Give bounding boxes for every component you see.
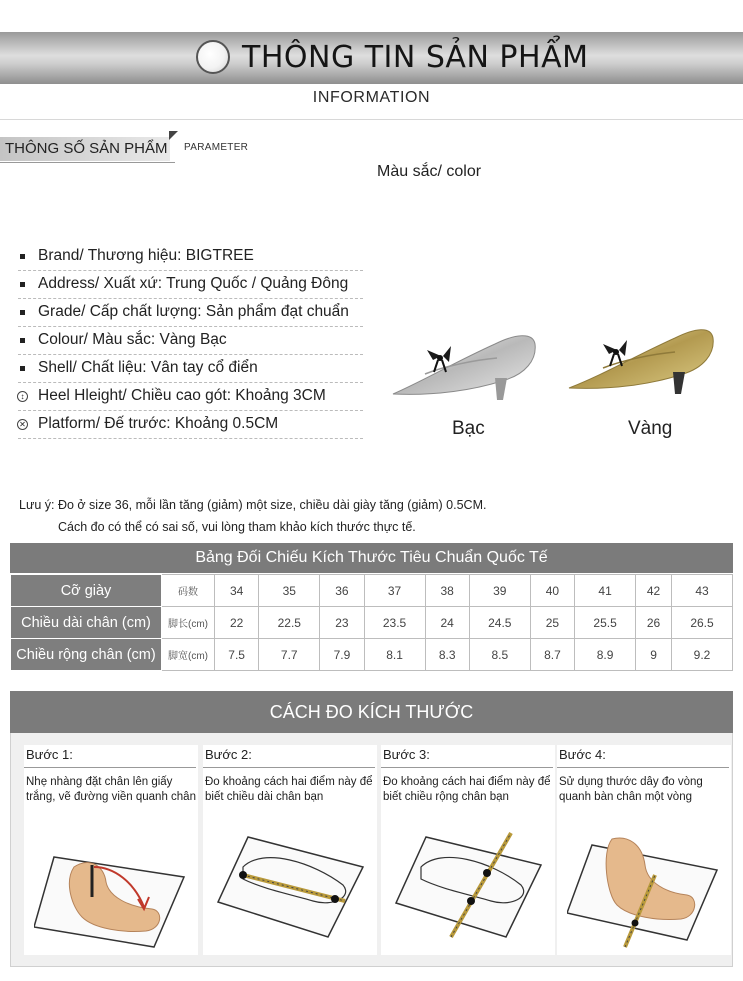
table-cell: 25 bbox=[530, 607, 574, 639]
table-cell: 36 bbox=[320, 575, 364, 607]
table-cell: 22.5 bbox=[259, 607, 320, 639]
table-cell: 22 bbox=[215, 607, 259, 639]
bullet-icon bbox=[20, 338, 25, 343]
step-divider bbox=[203, 767, 375, 768]
spec-text: Shell/ Chất liệu: Vân tay cổ điển bbox=[38, 359, 258, 376]
table-cell: 7.9 bbox=[320, 639, 364, 671]
spec-platform bbox=[18, 411, 363, 439]
table-cell: 39 bbox=[469, 575, 530, 607]
table-cell: 24.5 bbox=[469, 607, 530, 639]
size-note-2: Cách đo có thể có sai số, vui lòng tham khảo kích thước thực tế. bbox=[58, 520, 416, 534]
table-cell: 40 bbox=[530, 575, 574, 607]
step-divider bbox=[381, 767, 553, 768]
table-cell: 37 bbox=[364, 575, 425, 607]
row-header: Chiều rộng chân (cm) bbox=[11, 639, 162, 671]
tag-corner-icon bbox=[169, 131, 178, 140]
bullet-icon bbox=[20, 366, 25, 371]
table-cell: 26 bbox=[636, 607, 672, 639]
size-table bbox=[10, 574, 733, 671]
table-cell: 8.7 bbox=[530, 639, 574, 671]
table-cell: 9 bbox=[636, 639, 672, 671]
step-divider bbox=[24, 767, 196, 768]
row-header-cn: 脚宽(cm) bbox=[162, 639, 215, 671]
spec-colour bbox=[18, 327, 363, 355]
spec-text: Grade/ Cấp chất lượng: Sản phẩm đạt chuẩn bbox=[38, 303, 349, 320]
dotted-divider bbox=[18, 438, 363, 439]
shoe-name-gold: Vàng bbox=[628, 418, 673, 439]
measure-title: CÁCH ĐO KÍCH THƯỚC bbox=[10, 691, 733, 733]
table-row bbox=[11, 575, 733, 607]
spec-brand bbox=[18, 243, 363, 271]
width-measure-illustration bbox=[391, 825, 546, 952]
step-4 bbox=[557, 745, 731, 955]
spec-heel bbox=[18, 383, 363, 411]
table-row bbox=[11, 639, 733, 671]
step-description: Đo khoảng cách hai điểm này để biết chiều dài chân bạn bbox=[205, 776, 373, 803]
table-cell: 35 bbox=[259, 575, 320, 607]
table-cell: 8.3 bbox=[425, 639, 469, 671]
table-cell: 9.2 bbox=[672, 639, 733, 671]
bullet-icon bbox=[20, 310, 25, 315]
row-header: Cỡ giày bbox=[11, 575, 162, 607]
row-header: Chiều dài chân (cm) bbox=[11, 607, 162, 639]
table-cell: 7.7 bbox=[259, 639, 320, 671]
table-cell: 38 bbox=[425, 575, 469, 607]
spec-grade bbox=[18, 299, 363, 327]
row-header-cn: 脚长(cm) bbox=[162, 607, 215, 639]
page-title: THÔNG TIN SẢN PHẨM bbox=[242, 40, 589, 75]
table-cell: 8.5 bbox=[469, 639, 530, 671]
bullet-icon bbox=[20, 282, 25, 287]
step-description: Đo khoảng cách hai điểm này để biết chiều rộng chân bạn bbox=[383, 776, 551, 803]
row-header-cn: 码数 bbox=[162, 575, 215, 607]
ruler-icon: ↕ bbox=[17, 391, 28, 402]
section-subtitle: PARAMETER bbox=[184, 142, 249, 153]
step-divider bbox=[557, 767, 729, 768]
spec-text: Colour/ Màu sắc: Vàng Bạc bbox=[38, 331, 227, 348]
table-cell: 41 bbox=[575, 575, 636, 607]
divider bbox=[0, 119, 743, 120]
table-cell: 42 bbox=[636, 575, 672, 607]
spec-origin bbox=[18, 271, 363, 299]
size-note: Lưu ý: Đo ở size 36, mỗi lần tăng (giảm) một size, chiều dài giày tăng (giảm) 0.5CM. bbox=[19, 498, 487, 512]
page-subtitle: INFORMATION bbox=[312, 89, 431, 106]
step-3 bbox=[381, 745, 555, 955]
spec-material bbox=[18, 355, 363, 383]
table-cell: 25.5 bbox=[575, 607, 636, 639]
table-cell: 23 bbox=[320, 607, 364, 639]
table-cell: 43 bbox=[672, 575, 733, 607]
spec-text: Heel Hleight/ Chiều cao gót: Khoảng 3CM bbox=[38, 387, 326, 404]
shoe-name-silver: Bạc bbox=[452, 418, 485, 439]
section-underline bbox=[0, 162, 175, 163]
size-table-title: Bảng Đối Chiếu Kích Thước Tiêu Chuẩn Quốc Tế bbox=[10, 543, 733, 573]
step-description: Sử dụng thước dây đo vòng quanh bàn chân một vòng bbox=[559, 776, 703, 803]
step-description: Nhẹ nhàng đặt chân lên giấy trắng, vẽ đường viền quanh chân bbox=[26, 776, 196, 803]
step-label: Bước 3: bbox=[383, 747, 430, 762]
color-label: Màu sắc/ color bbox=[377, 163, 482, 180]
table-row bbox=[11, 607, 733, 639]
shoe-silver-image bbox=[385, 322, 545, 407]
circle-icon bbox=[196, 40, 230, 74]
spec-text: Address/ Xuất xứ: Trung Quốc / Quảng Đông bbox=[38, 275, 349, 292]
tape-measure-illustration bbox=[567, 825, 722, 952]
step-1 bbox=[24, 745, 198, 955]
table-cell: 7.5 bbox=[215, 639, 259, 671]
bullet-icon bbox=[20, 254, 25, 259]
table-cell: 26.5 bbox=[672, 607, 733, 639]
spec-text: Brand/ Thương hiệu: BIGTREE bbox=[38, 247, 254, 264]
step-label: Bước 1: bbox=[26, 747, 73, 762]
spec-text: Platform/ Đế trước: Khoảng 0.5CM bbox=[38, 415, 279, 432]
table-cell: 24 bbox=[425, 607, 469, 639]
section-title: THÔNG SỐ SẢN PHẨM bbox=[0, 137, 170, 161]
table-cell: 8.9 bbox=[575, 639, 636, 671]
length-measure-illustration bbox=[213, 827, 368, 952]
foot-outline-illustration bbox=[34, 837, 189, 952]
table-cell: 34 bbox=[215, 575, 259, 607]
step-label: Bước 2: bbox=[205, 747, 252, 762]
platform-icon: ✕ bbox=[17, 419, 28, 430]
shoe-gold-image bbox=[565, 318, 725, 403]
step-2 bbox=[203, 745, 377, 955]
table-cell: 23.5 bbox=[364, 607, 425, 639]
table-cell: 8.1 bbox=[364, 639, 425, 671]
step-label: Bước 4: bbox=[559, 747, 606, 762]
